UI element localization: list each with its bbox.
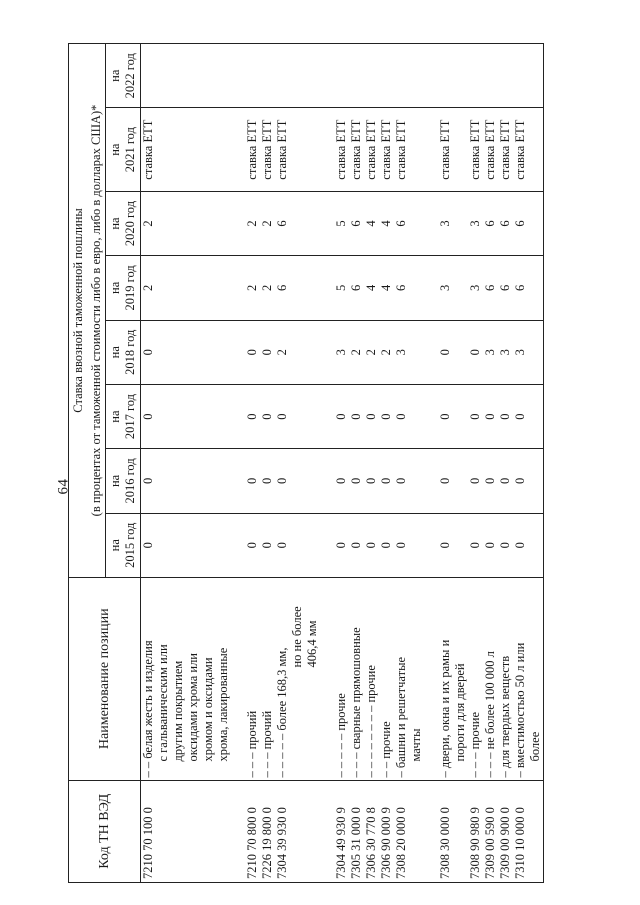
item-name-line: – – прочие [379, 721, 393, 778]
table-row [275, 44, 320, 883]
rate-cell: 5 [334, 191, 349, 255]
item-name [141, 577, 232, 780]
item-name-line: – – – не более 100 000 л [483, 651, 497, 778]
item-name-line: – – белая жесть и изделия [141, 640, 155, 778]
rate-cell: 3 [483, 320, 498, 384]
item-name [245, 577, 260, 780]
table-row [245, 44, 260, 883]
rate-cell: 3 [513, 320, 544, 384]
rate-cell [438, 44, 468, 108]
header-year-prefix: на [108, 410, 122, 423]
header-year-7 [106, 44, 141, 108]
rate-cell: 4 [364, 256, 379, 320]
rate-cell: 0 [260, 449, 275, 513]
item-name [364, 577, 379, 780]
rate-cell: 0 [513, 513, 544, 577]
table-header [69, 44, 141, 883]
rate-cell: 0 [245, 320, 260, 384]
header-year-prefix: на [108, 281, 122, 294]
rate-cell: 0 [498, 384, 513, 448]
rate-cell: 0 [468, 513, 483, 577]
rate-cell [275, 44, 320, 108]
header-year-label: 2015 год [123, 522, 137, 568]
item-name-line: хромом и оксидами [201, 657, 215, 762]
rate-cell: 0 [260, 513, 275, 577]
rate-cell: 0 [364, 384, 379, 448]
rate-cell: ставка ЕТТ [245, 108, 260, 191]
rate-cell: 0 [245, 384, 260, 448]
item-name [379, 577, 394, 780]
rate-cell: 0 [379, 384, 394, 448]
rate-cell: 3 [498, 320, 513, 384]
rate-cell [364, 44, 379, 108]
hs-code: 7308 90 980 9 [468, 780, 483, 882]
rate-cell: 0 [483, 449, 498, 513]
rate-cell [379, 44, 394, 108]
rate-cell: 0 [394, 384, 424, 448]
rate-cell: 6 [394, 191, 424, 255]
row-spacer [424, 44, 438, 883]
table-row [394, 44, 424, 883]
rate-cell: 0 [141, 513, 232, 577]
rate-cell: ставка ЕТТ [364, 108, 379, 191]
rate-cell: 0 [275, 384, 320, 448]
rate-cell: 0 [438, 320, 468, 384]
rate-cell: 6 [349, 256, 364, 320]
hs-code: 7305 31 000 0 [349, 780, 364, 882]
rate-cell: 6 [498, 191, 513, 255]
item-name-line: с гальваническим или [156, 644, 170, 762]
rate-cell: 2 [245, 256, 260, 320]
rate-cell: 0 [349, 449, 364, 513]
rate-cell: 0 [498, 513, 513, 577]
rate-cell: 2 [260, 191, 275, 255]
rate-cell: 2 [141, 191, 232, 255]
rate-cell: 3 [438, 191, 468, 255]
rate-cell: ставка ЕТТ [349, 108, 364, 191]
rate-cell: 0 [379, 513, 394, 577]
rate-cell: ставка ЕТТ [260, 108, 275, 191]
header-year-label: 2019 год [123, 265, 137, 311]
hs-code: 7309 00 590 0 [483, 780, 498, 882]
rate-cell: 0 [141, 449, 232, 513]
header-year-label: 2021 год [123, 127, 137, 173]
rate-cell: 0 [260, 320, 275, 384]
rate-cell: 0 [349, 384, 364, 448]
rate-cell: 0 [394, 513, 424, 577]
rate-cell: ставка ЕТТ [379, 108, 394, 191]
table-row [364, 44, 379, 883]
rate-cell: 4 [379, 191, 394, 255]
header-year-label: 2022 год [123, 53, 137, 99]
rate-cell: 2 [260, 256, 275, 320]
rate-cell: 0 [498, 449, 513, 513]
item-name [438, 577, 468, 780]
header-year-prefix: на [108, 346, 122, 359]
table-row [513, 44, 544, 883]
rate-cell [468, 44, 483, 108]
rate-cell [260, 44, 275, 108]
item-name-line: – – – прочий [245, 710, 259, 778]
rate-cell: ставка ЕТТ [483, 108, 498, 191]
table-body [141, 44, 544, 883]
header-year-4 [106, 256, 141, 320]
rate-cell [245, 44, 260, 108]
rate-cell: 6 [498, 256, 513, 320]
item-name-line: другим покрытием [171, 660, 185, 762]
rate-cell [394, 44, 424, 108]
rate-cell: ставка ЕТТ [275, 108, 320, 191]
header-year-6 [106, 108, 141, 191]
item-name-line: – – – прочий [260, 710, 274, 778]
rate-cell [349, 44, 364, 108]
header-year-1 [106, 449, 141, 513]
table-row [468, 44, 483, 883]
rate-cell: 0 [364, 449, 379, 513]
rate-cell: 0 [468, 320, 483, 384]
rate-cell: 0 [513, 449, 544, 513]
hs-code: 7226 19 800 0 [260, 780, 275, 882]
header-year-prefix: на [108, 217, 122, 230]
header-year-prefix: на [108, 474, 122, 488]
item-name [334, 577, 349, 780]
table-row [498, 44, 513, 883]
table-row [334, 44, 349, 883]
item-name-line: – башни и решетчатые [394, 656, 408, 778]
rate-cell: ставка ЕТТ [513, 108, 544, 191]
header-year-prefix: на [108, 539, 122, 552]
item-name [349, 577, 364, 780]
rate-cell: 6 [483, 191, 498, 255]
rate-cell [498, 44, 513, 108]
header-year-2 [106, 384, 141, 448]
rate-cell [141, 44, 232, 108]
item-name-line: – – – – – – – – прочие [364, 665, 378, 778]
rate-cell: 6 [513, 191, 544, 255]
item-name-line: – – – – – более 168,3 мм, [275, 647, 289, 778]
rate-cell: 0 [141, 320, 232, 384]
rate-cell: 0 [245, 449, 260, 513]
rate-cell: 0 [334, 513, 349, 577]
hs-code: 7306 90 000 9 [379, 780, 394, 882]
rate-cell: 3 [334, 320, 349, 384]
rate-cell: 6 [513, 256, 544, 320]
rate-cell: 3 [468, 256, 483, 320]
tariff-table [68, 43, 544, 883]
header-year-5 [106, 191, 141, 255]
item-name-line: мачты [409, 728, 423, 762]
rate-cell: ставка ЕТТ [394, 108, 424, 191]
table-row [483, 44, 498, 883]
item-name [483, 577, 498, 780]
table-row [438, 44, 468, 883]
rate-cell: 2 [364, 320, 379, 384]
rate-cell: 2 [275, 320, 320, 384]
rate-cell: 0 [245, 513, 260, 577]
item-name-line: более [528, 731, 542, 762]
rate-cell: 2 [379, 320, 394, 384]
rate-cell: ставка ЕТТ [468, 108, 483, 191]
header-year-label: 2017 год [123, 393, 137, 440]
rate-cell: 0 [379, 449, 394, 513]
item-name-line: пороги для дверей [453, 663, 467, 762]
hs-code: 7309 00 900 0 [498, 780, 513, 882]
item-name-line: но не более [290, 606, 304, 668]
header-year-0 [106, 513, 141, 577]
rate-cell: 0 [513, 384, 544, 448]
rate-cell: 2 [349, 320, 364, 384]
item-name [260, 577, 275, 780]
item-name-line: – для твердых веществ [498, 655, 512, 778]
header-rate-line2: (в процентах от таможенной стоимости либо в евро, либо в долларах США)* [87, 44, 106, 578]
table-row [260, 44, 275, 883]
rate-cell: 4 [364, 191, 379, 255]
rotated-page [68, 43, 542, 883]
item-name-line: 406,4 мм [305, 620, 319, 668]
item-name-line: – вместимостью 50 л или [513, 642, 527, 778]
item-name-line: – двери, окна и их рамы и [438, 639, 452, 778]
rate-cell: 6 [483, 256, 498, 320]
table-row [379, 44, 394, 883]
header-name: Наименование позиции [69, 577, 141, 780]
hs-code: 7304 39 930 0 [275, 780, 320, 882]
hs-code: 7304 49 930 9 [334, 780, 349, 882]
item-name-line: – – – сварные прямошовные [349, 627, 363, 778]
table-row [349, 44, 364, 883]
header-rate-line1: Ставка ввозной таможенной пошлины [69, 44, 88, 578]
rate-cell [483, 44, 498, 108]
header-year-prefix: на [108, 143, 122, 156]
item-name-line: – – – – – прочие [334, 693, 348, 778]
rate-cell: 3 [438, 256, 468, 320]
hs-code: 7308 30 000 0 [438, 780, 468, 882]
item-name-line: оксидами хрома или [186, 653, 200, 762]
rate-cell: 0 [260, 384, 275, 448]
rate-cell: 0 [141, 384, 232, 448]
row-spacer [320, 44, 334, 883]
header-year-3 [106, 320, 141, 384]
header-year-label: 2018 год [123, 329, 137, 375]
hs-code: 7210 70 800 0 [245, 780, 260, 882]
rate-cell: 0 [364, 513, 379, 577]
rate-cell: 0 [334, 384, 349, 448]
hs-code: 7308 20 000 0 [394, 780, 424, 882]
rate-cell: 0 [438, 449, 468, 513]
page-number: 64 [55, 478, 72, 495]
rate-cell: 3 [468, 191, 483, 255]
rate-cell: 0 [468, 449, 483, 513]
row-spacer [231, 44, 245, 883]
item-name-line: – – – прочие [468, 712, 482, 778]
item-name [513, 577, 544, 780]
header-year-label: 2020 год [123, 200, 137, 247]
rate-cell: 6 [394, 256, 424, 320]
header-year-prefix: на [108, 69, 122, 82]
rate-cell: 0 [438, 513, 468, 577]
hs-code: 7310 10 000 0 [513, 780, 544, 882]
rate-cell: 0 [275, 449, 320, 513]
item-name [468, 577, 483, 780]
rate-cell: ставка ЕТТ [438, 108, 468, 191]
rate-cell: 6 [275, 191, 320, 255]
item-name [498, 577, 513, 780]
rate-cell: ставка ЕТТ [498, 108, 513, 191]
table-row [141, 44, 232, 883]
rate-cell: 0 [334, 449, 349, 513]
rate-cell: 2 [141, 256, 232, 320]
rate-cell: 0 [394, 449, 424, 513]
header-year-label: 2016 год [123, 458, 137, 504]
rate-cell [513, 44, 544, 108]
item-name [275, 577, 320, 780]
header-code: Код ТН ВЭД [69, 780, 141, 882]
rate-cell [334, 44, 349, 108]
rate-cell: 0 [483, 384, 498, 448]
item-name [394, 577, 424, 780]
rate-cell: 0 [468, 384, 483, 448]
rate-cell: 6 [349, 191, 364, 255]
rate-cell: ставка ЕТТ [141, 108, 232, 191]
rate-cell: 4 [379, 256, 394, 320]
rate-cell: ставка ЕТТ [334, 108, 349, 191]
rate-cell: 3 [394, 320, 424, 384]
hs-code: 7306 30 770 8 [364, 780, 379, 882]
rate-cell: 2 [245, 191, 260, 255]
item-name-line: хрома, лакированные [216, 647, 230, 762]
rate-cell: 0 [275, 513, 320, 577]
rate-cell: 5 [334, 256, 349, 320]
rate-cell: 6 [275, 256, 320, 320]
rate-cell: 0 [438, 384, 468, 448]
hs-code: 7210 70 100 0 [141, 780, 232, 882]
rate-cell: 0 [483, 513, 498, 577]
rate-cell: 0 [349, 513, 364, 577]
